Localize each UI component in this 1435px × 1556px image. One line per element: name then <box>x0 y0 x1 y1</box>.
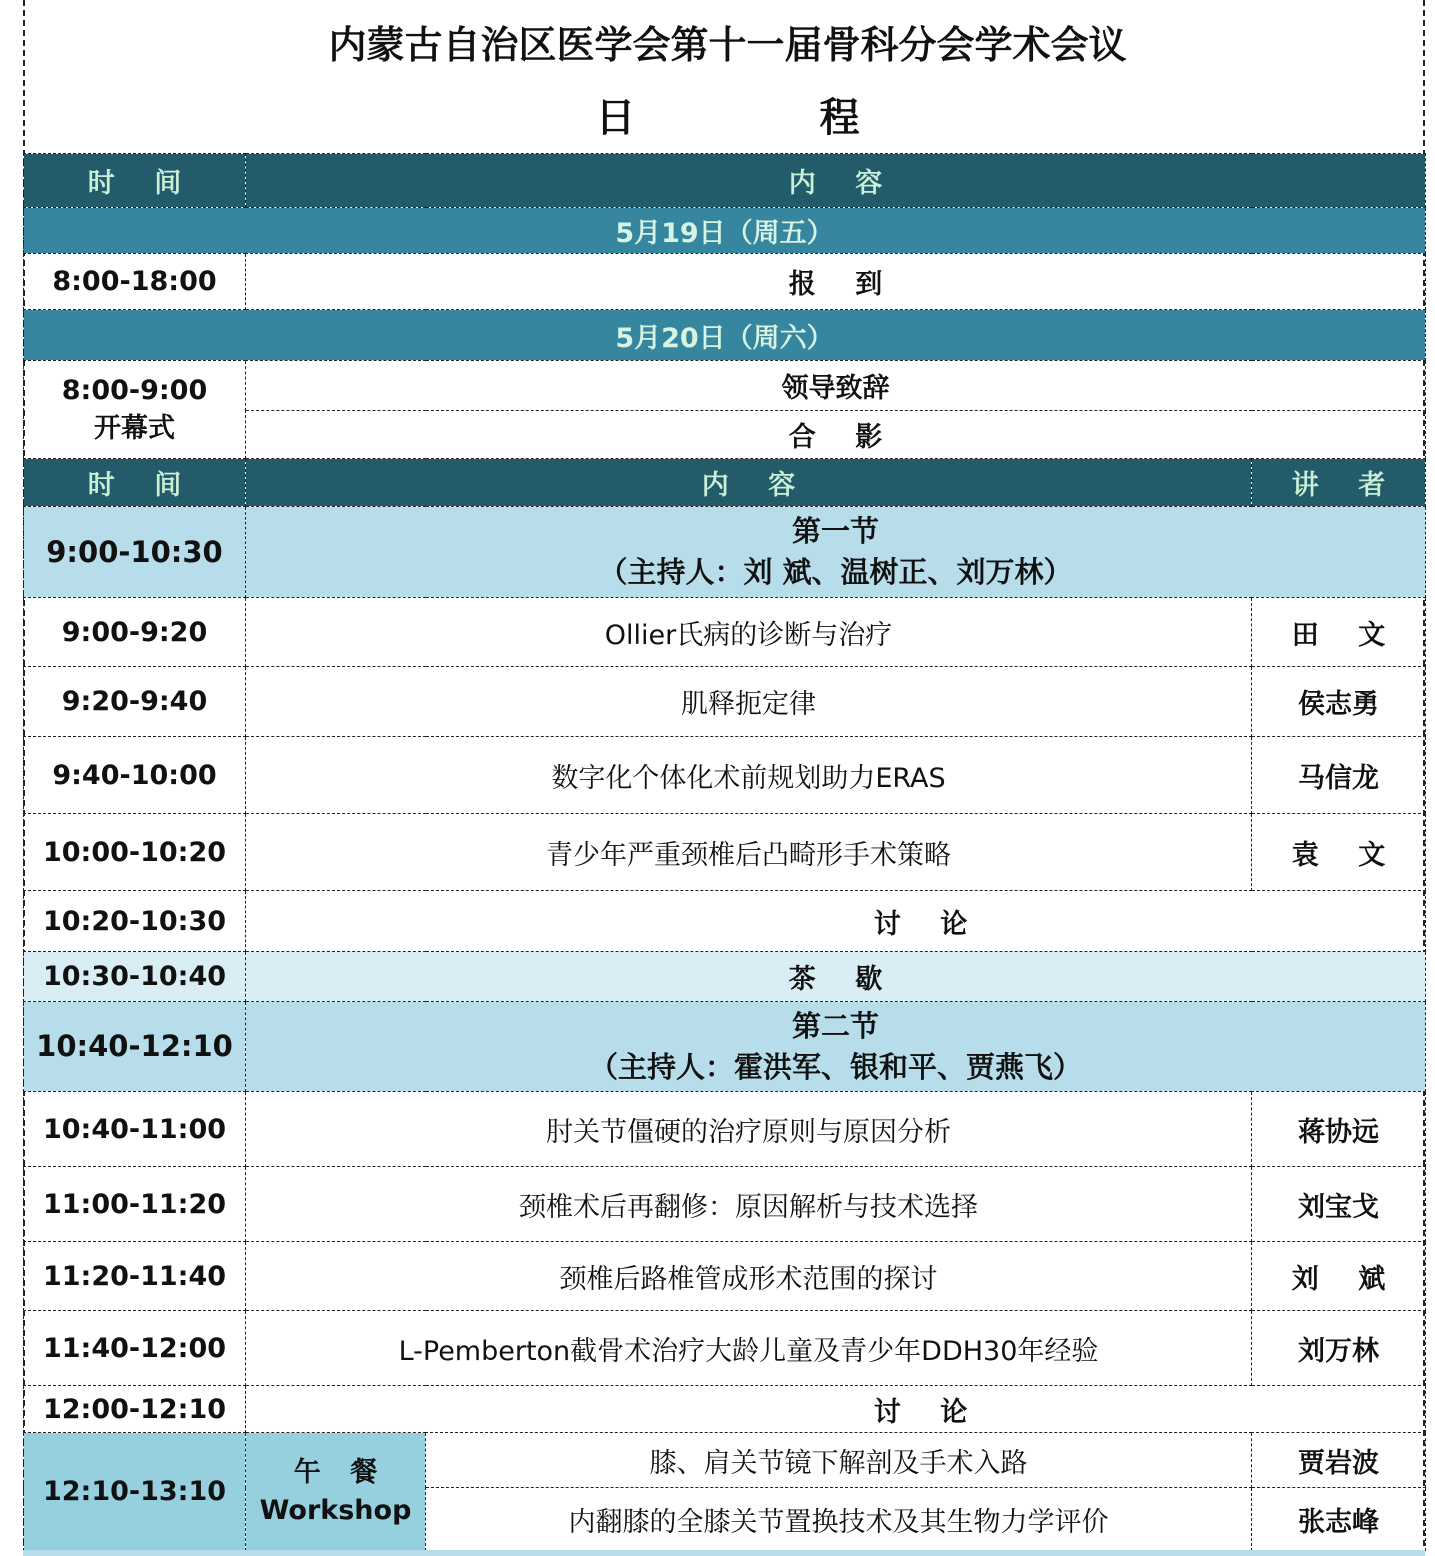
time-cell: 8:00-18:00 <box>24 254 246 310</box>
talk-row <box>24 598 1426 667</box>
talk-title: 肘关节僵硬的治疗原则与原因分析 <box>246 1092 1252 1167</box>
talk-title: 颈椎术后再翻修：原因解析与技术选择 <box>246 1167 1252 1242</box>
session-time: 9:00-10:30 <box>24 507 246 598</box>
discussion-row <box>24 1386 1426 1433</box>
content-cell: 合 影 <box>246 411 1426 459</box>
time-cell: 9:00-9:20 <box>24 598 246 667</box>
session-row <box>24 1002 1426 1092</box>
speaker-cell: 蒋协远 <box>1252 1092 1426 1167</box>
header-time: 时 间 <box>24 154 246 208</box>
talk-row <box>24 1242 1426 1311</box>
time-cell: 11:00-11:20 <box>24 1167 246 1242</box>
content-cell: 领导致辞 <box>246 361 1426 411</box>
talk-row <box>24 667 1426 737</box>
session-hosts: （主持人：刘 斌、温树正、刘万林） <box>598 555 1073 589</box>
session-row <box>24 507 1426 598</box>
time-cell: 9:20-9:40 <box>24 667 246 737</box>
lunch-label: 午 餐 <box>293 1456 378 1488</box>
time-cell <box>24 361 246 459</box>
date-label: 5月19日（周五） <box>24 208 1426 254</box>
speaker-cell: 田 文 <box>1252 598 1426 667</box>
discussion-label: 讨 论 <box>246 1386 1426 1433</box>
discussion-label: 讨 论 <box>246 891 1426 952</box>
time-cell: 11:20-11:40 <box>24 1242 246 1311</box>
talk-row <box>24 1167 1426 1242</box>
talk-row <box>24 737 1426 814</box>
date-row <box>24 208 1426 254</box>
talk-title: 膝、肩关节镜下解剖及手术入路 <box>426 1433 1252 1488</box>
talk-row <box>24 1311 1426 1386</box>
talk-title: 数字化个体化术前规划助力ERAS <box>246 737 1252 814</box>
content-cell: 报 到 <box>246 254 1426 310</box>
time-cell: 11:40-12:00 <box>24 1311 246 1386</box>
session-name: 第一节 <box>791 514 879 548</box>
time-cell: 10:20-10:30 <box>24 891 246 952</box>
header-content: 内 容 <box>246 459 1252 507</box>
speaker-cell: 刘宝戈 <box>1252 1167 1426 1242</box>
header-content: 内 容 <box>246 154 1426 208</box>
speaker-cell: 马信龙 <box>1252 737 1426 814</box>
talk-title: 青少年严重颈椎后凸畸形手术策略 <box>246 814 1252 891</box>
header-row <box>24 459 1426 507</box>
speaker-cell: 袁 文 <box>1252 814 1426 891</box>
workshop-label <box>246 1433 426 1551</box>
session-hosts: （主持人：霍洪军、银和平、贾燕飞） <box>588 1049 1082 1084</box>
discussion-row <box>24 891 1426 952</box>
schedule-table <box>23 153 1426 1551</box>
talk-title: 内翻膝的全膝关节置换技术及其生物力学评价 <box>426 1488 1252 1551</box>
session-name: 第二节 <box>791 1008 879 1043</box>
table-row <box>24 361 1426 411</box>
workshop-row <box>24 1433 1426 1488</box>
document-title: 内蒙古自治区医学会第十一届骨科分会学术会议 <box>328 23 1127 67</box>
header-speaker: 讲 者 <box>1252 459 1426 507</box>
session-title <box>246 1002 1426 1092</box>
next-section-strip <box>23 1550 1425 1556</box>
document-subtitle: 日 程 <box>595 95 860 141</box>
talk-title: 肌释扼定律 <box>246 667 1252 737</box>
tea-break-row <box>24 952 1426 1002</box>
talk-row <box>24 814 1426 891</box>
time-cell: 9:40-10:00 <box>24 737 246 814</box>
talk-title: 颈椎后路椎管成形术范围的探讨 <box>246 1242 1252 1311</box>
time-cell: 10:40-11:00 <box>24 1092 246 1167</box>
header-time: 时 间 <box>24 459 246 507</box>
header-row <box>24 154 1426 208</box>
date-row <box>24 310 1426 361</box>
speaker-cell: 刘 斌 <box>1252 1242 1426 1311</box>
opening-label: 开幕式 <box>94 412 175 444</box>
table-row <box>24 254 1426 310</box>
speaker-cell: 张志峰 <box>1252 1488 1426 1551</box>
date-label: 5月20日（周六） <box>24 310 1426 361</box>
session-title <box>246 507 1426 598</box>
session-time: 10:40-12:10 <box>24 1002 246 1092</box>
talk-title: L-Pemberton截骨术治疗大龄儿童及青少年DDH30年经验 <box>246 1311 1252 1386</box>
time-cell: 10:00-10:20 <box>24 814 246 891</box>
time-cell: 10:30-10:40 <box>24 952 246 1002</box>
speaker-cell: 贾岩波 <box>1252 1433 1426 1488</box>
opening-time: 8:00-9:00 <box>61 374 208 406</box>
time-cell: 12:00-12:10 <box>24 1386 246 1433</box>
talk-title: Ollier氏病的诊断与治疗 <box>246 598 1252 667</box>
speaker-cell: 刘万林 <box>1252 1311 1426 1386</box>
tea-break-label: 茶 歇 <box>246 952 1426 1002</box>
workshop-name: Workshop <box>259 1494 412 1526</box>
time-cell: 12:10-13:10 <box>24 1433 246 1551</box>
speaker-cell: 侯志勇 <box>1252 667 1426 737</box>
talk-row <box>24 1092 1426 1167</box>
